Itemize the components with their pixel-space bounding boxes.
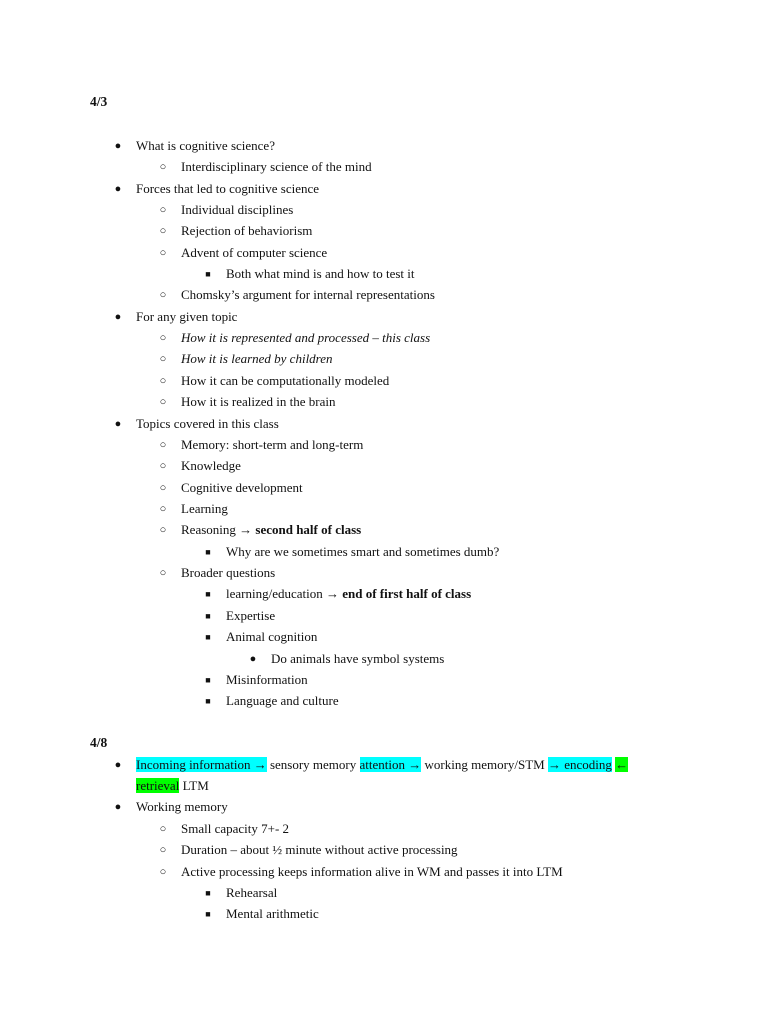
- bullet-circle-icon: ○: [159, 524, 167, 536]
- memory-flow-line-continued: [136, 778, 209, 794]
- memory-flow-line: [136, 757, 628, 773]
- list-item: Expertise: [226, 608, 276, 623]
- bullet-disc-icon: ●: [114, 140, 122, 152]
- bold-note: second half of class: [255, 522, 362, 537]
- list-item: Advent of computer science: [181, 245, 328, 260]
- bullet-circle-icon: ○: [159, 247, 167, 259]
- section-date-heading: 4/3: [90, 94, 108, 109]
- bullet-circle-icon: ○: [159, 353, 167, 365]
- bullet-circle-icon: ○: [159, 375, 167, 387]
- bullet-square-icon: ■: [205, 589, 211, 599]
- bullet-circle-icon: ○: [159, 866, 167, 878]
- list-item: Forces that led to cognitive science: [136, 181, 320, 196]
- flow-text: LTM: [179, 778, 209, 793]
- list-item: Working memory: [136, 799, 228, 814]
- list-item: For any given topic: [136, 309, 238, 324]
- education-text: learning/education →: [226, 586, 343, 601]
- bullet-square-icon: ■: [205, 675, 211, 685]
- bullet-circle-icon: ○: [159, 482, 167, 494]
- section-date-heading: 4/8: [90, 735, 108, 750]
- list-item: Both what mind is and how to test it: [226, 266, 415, 281]
- list-item: Duration – about ½ minute without active processing: [181, 842, 458, 857]
- list-item: How it is learned by children: [181, 351, 333, 366]
- bullet-disc-icon: ●: [114, 759, 122, 771]
- list-item: Memory: short-term and long-term: [181, 437, 364, 452]
- list-item: Interdisciplinary science of the mind: [181, 159, 372, 174]
- list-item: Language and culture: [226, 693, 339, 708]
- reasoning-text: Reasoning →: [181, 522, 256, 537]
- bullet-circle-icon: ○: [159, 161, 167, 173]
- bullet-circle-icon: ○: [159, 823, 167, 835]
- bullet-circle-icon: ○: [159, 503, 167, 515]
- list-item: Rejection of behaviorism: [181, 223, 313, 238]
- list-item: How it can be computationally modeled: [181, 373, 390, 388]
- bullet-square-icon: ■: [205, 696, 211, 706]
- list-item: Why are we sometimes smart and sometimes dumb?: [226, 544, 500, 559]
- list-item: Broader questions: [181, 565, 276, 580]
- bullet-circle-icon: ○: [159, 289, 167, 301]
- list-item: Learning: [181, 501, 228, 516]
- bold-note: end of first half of class: [342, 586, 472, 601]
- highlight-text: retrieval: [136, 778, 180, 793]
- bullet-disc-icon: ●: [114, 418, 122, 430]
- bullet-square-icon: ■: [205, 547, 211, 557]
- bullet-square-icon: ■: [205, 888, 211, 898]
- bullet-circle-icon: ○: [159, 332, 167, 344]
- bullet-circle-icon: ○: [159, 460, 167, 472]
- bullet-circle-icon: ○: [159, 439, 167, 451]
- list-item: Rehearsal: [226, 885, 278, 900]
- highlight-text: ←: [615, 757, 629, 772]
- highlight-text: Incoming information →: [136, 757, 267, 772]
- bullet-circle-icon: ○: [159, 844, 167, 856]
- flow-text: working memory/STM: [421, 757, 548, 772]
- bullet-disc-icon: ●: [114, 183, 122, 195]
- bullet-square-icon: ■: [205, 632, 211, 642]
- list-item: Chomsky’s argument for internal representations: [181, 287, 435, 302]
- highlight-text: → encoding: [548, 757, 612, 772]
- list-item: Small capacity 7+- 2: [181, 821, 290, 836]
- list-item: Cognitive development: [181, 480, 303, 495]
- list-item: Topics covered in this class: [136, 416, 279, 431]
- bullet-circle-icon: ○: [159, 225, 167, 237]
- flow-text: sensory memory: [266, 757, 360, 772]
- list-item: Misinformation: [226, 672, 308, 687]
- list-item: Active processing keeps information alive in WM and passes it into LTM: [181, 864, 563, 879]
- list-item: Individual disciplines: [181, 202, 294, 217]
- bullet-disc-icon: ●: [249, 653, 257, 665]
- bullet-square-icon: ■: [205, 611, 211, 621]
- bullet-circle-icon: ○: [159, 567, 167, 579]
- list-item: Mental arithmetic: [226, 906, 319, 921]
- bullet-disc-icon: ●: [114, 311, 122, 323]
- list-item: What is cognitive science?: [136, 138, 275, 153]
- list-item: [226, 586, 471, 602]
- list-item: How it is realized in the brain: [181, 394, 336, 409]
- list-item: Do animals have symbol systems: [271, 651, 445, 666]
- list-item: Knowledge: [181, 458, 241, 473]
- bullet-square-icon: ■: [205, 909, 211, 919]
- bullet-square-icon: ■: [205, 269, 211, 279]
- bullet-disc-icon: ●: [114, 801, 122, 813]
- list-item: [181, 522, 361, 538]
- highlight-text: attention →: [359, 757, 422, 772]
- list-item: How it is represented and processed – this class: [181, 330, 431, 345]
- list-item: Animal cognition: [226, 629, 318, 644]
- bullet-circle-icon: ○: [159, 396, 167, 408]
- bullet-circle-icon: ○: [159, 204, 167, 216]
